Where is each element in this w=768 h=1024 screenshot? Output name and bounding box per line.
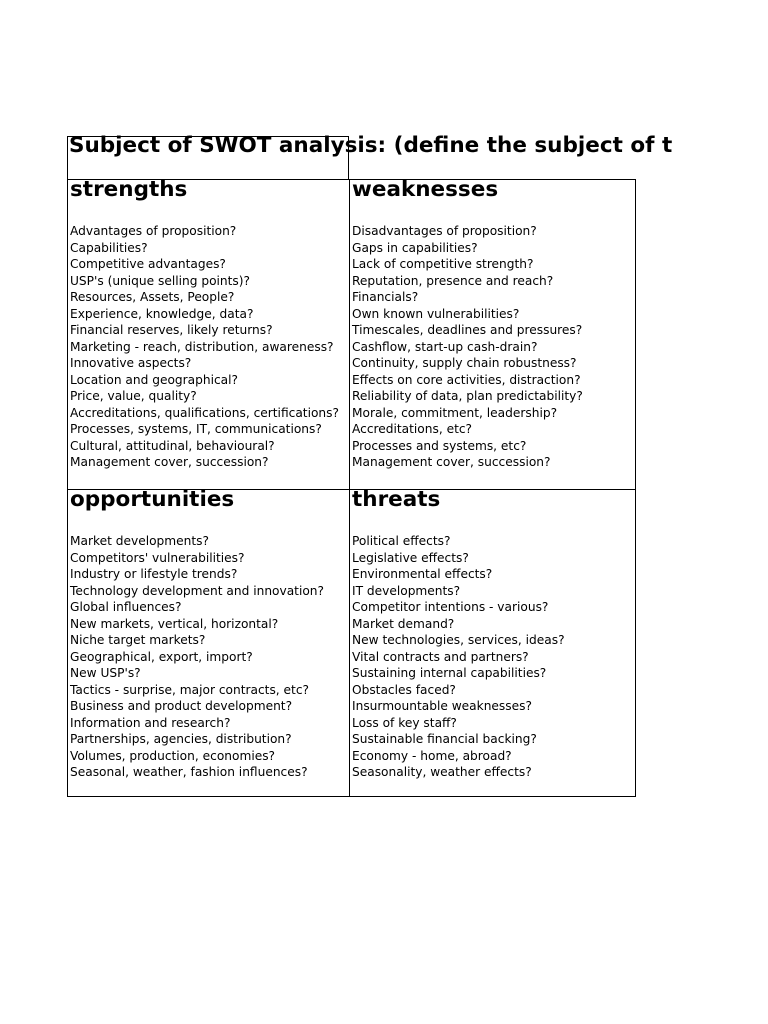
weaknesses-item: Lack of competitive strength? bbox=[352, 257, 534, 271]
strengths-item: Processes, systems, IT, communications? bbox=[70, 422, 322, 436]
strengths-item: Marketing - reach, distribution, awareness? bbox=[70, 339, 334, 354]
opportunities-item: Global influences? bbox=[70, 600, 182, 614]
strengths-item: Accreditations, qualifications, certifications? bbox=[70, 405, 339, 420]
threats-item: Seasonality, weather effects? bbox=[352, 765, 532, 779]
threats-item: Political effects? bbox=[352, 534, 451, 548]
weaknesses-item: Effects on core activities, distraction? bbox=[352, 372, 581, 387]
threats-list bbox=[352, 533, 565, 781]
threats-item: Economy - home, abroad? bbox=[352, 748, 512, 763]
opportunities-cell bbox=[68, 489, 349, 796]
weaknesses-item: Continuity, supply chain robustness? bbox=[352, 356, 577, 370]
threats-item: IT developments? bbox=[352, 583, 461, 598]
weaknesses-item: Management cover, succession? bbox=[352, 455, 551, 469]
opportunities-item: Volumes, production, economies? bbox=[70, 748, 276, 763]
threats-item: Loss of key staff? bbox=[352, 715, 457, 730]
opportunities-item: New markets, vertical, horizontal? bbox=[70, 616, 279, 631]
strengths-item: Innovative aspects? bbox=[70, 356, 192, 370]
threats-item: Insurmountable weaknesses? bbox=[352, 699, 532, 713]
strengths-item: Management cover, succession? bbox=[70, 455, 269, 469]
strengths-item: Resources, Assets, People? bbox=[70, 290, 235, 304]
weaknesses-item: Reputation, presence and reach? bbox=[352, 273, 554, 288]
weaknesses-item: Gaps in capabilities? bbox=[352, 240, 478, 255]
weaknesses-item: Timescales, deadlines and pressures? bbox=[352, 323, 583, 337]
opportunities-item: Competitors' vulnerabilities? bbox=[70, 550, 245, 565]
page-title: Subject of SWOT analysis: (define the subject of t bbox=[69, 133, 673, 158]
weaknesses-item: Morale, commitment, leadership? bbox=[352, 405, 558, 420]
weaknesses-heading: weaknesses bbox=[352, 180, 499, 202]
threats-item: Legislative effects? bbox=[352, 550, 469, 565]
threats-item: Sustaining internal capabilities? bbox=[352, 666, 547, 680]
threats-item: Environmental effects? bbox=[352, 567, 493, 581]
strengths-item: Cultural, attitudinal, behavioural? bbox=[70, 438, 275, 453]
threats-item: Sustainable financial backing? bbox=[352, 732, 537, 746]
threats-item: Competitor intentions - various? bbox=[352, 600, 549, 614]
threats-item: New technologies, services, ideas? bbox=[352, 633, 565, 647]
opportunities-item: Market developments? bbox=[70, 534, 209, 548]
strengths-cell bbox=[68, 180, 349, 489]
weaknesses-item: Accreditations, etc? bbox=[352, 422, 473, 436]
opportunities-item: Business and product development? bbox=[70, 699, 293, 713]
strengths-item: Experience, knowledge, data? bbox=[70, 306, 254, 321]
threats-item: Market demand? bbox=[352, 616, 455, 631]
opportunities-item: Seasonal, weather, fashion influences? bbox=[70, 765, 308, 779]
strengths-item: Advantages of proposition? bbox=[70, 224, 237, 238]
strengths-item: USP's (unique selling points)? bbox=[70, 273, 250, 288]
opportunities-item: Technology development and innovation? bbox=[70, 583, 325, 598]
weaknesses-list bbox=[352, 223, 583, 471]
weaknesses-item: Reliability of data, plan predictability? bbox=[352, 389, 583, 403]
opportunities-heading: opportunities bbox=[70, 489, 235, 512]
threats-cell bbox=[349, 489, 635, 796]
strengths-item: Capabilities? bbox=[70, 240, 148, 255]
swot-grid bbox=[67, 179, 636, 797]
threats-item: Vital contracts and partners? bbox=[352, 649, 529, 664]
opportunities-item: Information and research? bbox=[70, 715, 231, 730]
weaknesses-item: Cashflow, start-up cash-drain? bbox=[352, 339, 538, 354]
opportunities-list bbox=[70, 533, 349, 781]
opportunities-item: Niche target markets? bbox=[70, 633, 206, 647]
strengths-item: Financial reserves, likely returns? bbox=[70, 323, 273, 337]
opportunities-item: Tactics - surprise, major contracts, etc? bbox=[70, 682, 309, 697]
opportunities-item: Industry or lifestyle trends? bbox=[70, 567, 238, 581]
weaknesses-cell bbox=[349, 180, 635, 489]
weaknesses-item: Processes and systems, etc? bbox=[352, 438, 527, 453]
opportunities-item: Partnerships, agencies, distribution? bbox=[70, 732, 292, 746]
strengths-list bbox=[70, 223, 349, 471]
weaknesses-item: Disadvantages of proposition? bbox=[352, 224, 537, 238]
threats-item: Obstacles faced? bbox=[352, 682, 456, 697]
weaknesses-item: Financials? bbox=[352, 290, 419, 304]
threats-heading: threats bbox=[352, 489, 441, 512]
strengths-item: Location and geographical? bbox=[70, 372, 239, 387]
opportunities-item: New USP's? bbox=[70, 666, 141, 680]
weaknesses-item: Own known vulnerabilities? bbox=[352, 306, 520, 321]
strengths-item: Price, value, quality? bbox=[70, 389, 197, 403]
strengths-heading: strengths bbox=[70, 180, 188, 202]
strengths-item: Competitive advantages? bbox=[70, 257, 226, 271]
opportunities-item: Geographical, export, import? bbox=[70, 649, 253, 664]
